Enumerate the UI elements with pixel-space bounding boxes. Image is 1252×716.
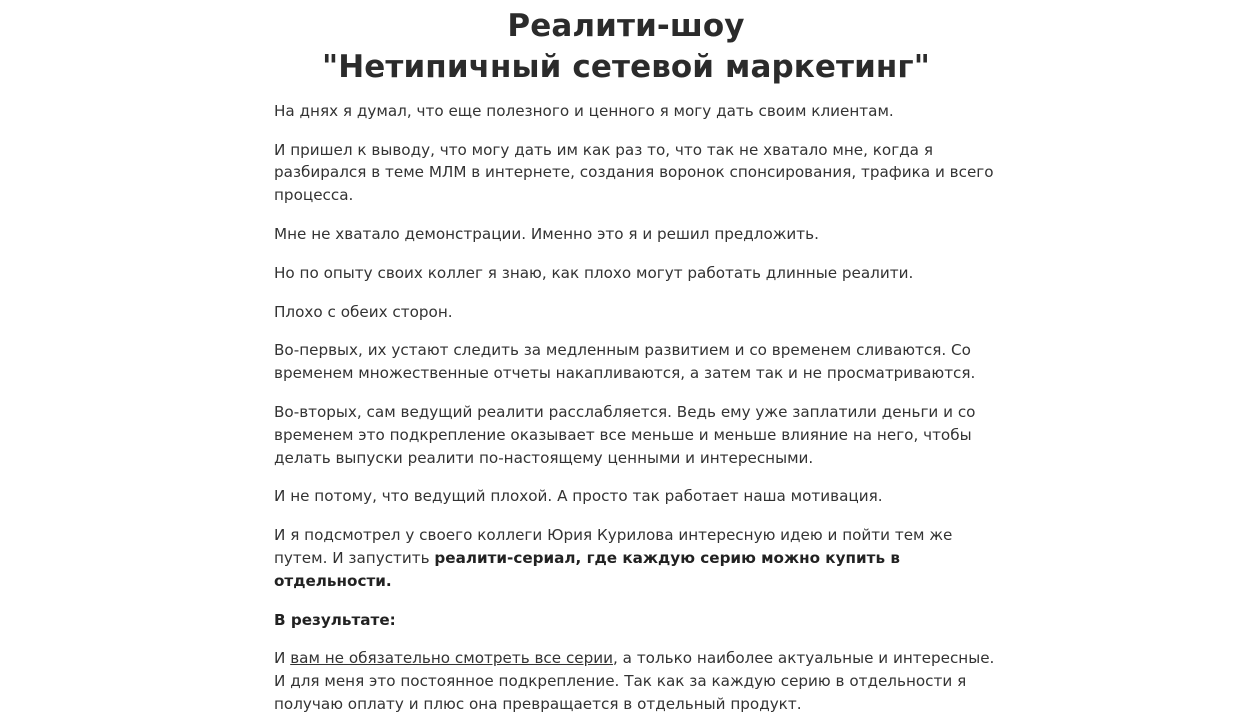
text-run: Во-вторых, сам ведущий реалити расслабляется. Ведь ему уже заплатили деньги и со временем это подкрепление оказывает все меньше и меньше влияние на него, чтобы делать выпуски реалити по-настоящему ценными и интересными. — [274, 402, 976, 467]
paragraph — [274, 401, 996, 469]
text-run: На днях я думал, что еще полезного и ценного я могу дать своим клиентам. — [274, 101, 894, 120]
underlined-text: вам не обязательно смотреть все серии — [290, 649, 614, 668]
paragraph — [274, 485, 996, 508]
title-line-1: Реалити-шоу — [507, 8, 745, 44]
bold-text: В результате: — [274, 610, 396, 629]
text-run: И пришел к выводу, что могу дать им как раз то, что так не хватало мне, когда я разбирался в теме МЛМ в интернете, создания воронок спонсирования, трафика и всего процесса. — [274, 140, 994, 205]
paragraph — [274, 100, 996, 123]
paragraph — [274, 647, 996, 715]
paragraph — [274, 339, 996, 385]
page-title — [0, 0, 1252, 88]
text-run: Во-первых, их устают следить за медленным развитием и со временем сливаются. Со временем множественные отчеты накапливаются, а затем так и не просматриваются. — [274, 341, 976, 383]
paragraph — [274, 139, 996, 207]
text-run: И — [274, 649, 291, 668]
paragraph — [274, 524, 996, 592]
text-run: Но по опыту своих коллег я знаю, как плохо могут работать длинные реалити. — [274, 263, 914, 282]
article-body — [256, 100, 996, 716]
paragraph — [274, 301, 996, 324]
text-run: , а только наиболее актуальные и интересные. И для меня это постоянное подкрепление. Так как за каждую серию в отдельности я получаю оплату и плюс она превращается в отдельный продукт. — [274, 649, 995, 713]
text-run: Плохо с обеих сторон. — [274, 302, 453, 321]
paragraph — [274, 223, 996, 246]
paragraph — [274, 262, 996, 285]
bold-text: реалити-сериал, где каждую серию можно купить в отдельности. — [274, 548, 900, 590]
text-run: И не потому, что ведущий плохой. А просто так работает наша мотивация. — [274, 487, 883, 506]
text-run: Мне не хватало демонстрации. Именно это я и решил предложить. — [274, 225, 819, 243]
text-run: И я подсмотрел у своего коллеги Юрия Курилова интересную идею и пойти тем же путем. И запустить — [274, 526, 953, 567]
title-line-2: "Нетипичный сетевой маркетинг" — [322, 48, 930, 85]
paragraph — [274, 609, 996, 632]
